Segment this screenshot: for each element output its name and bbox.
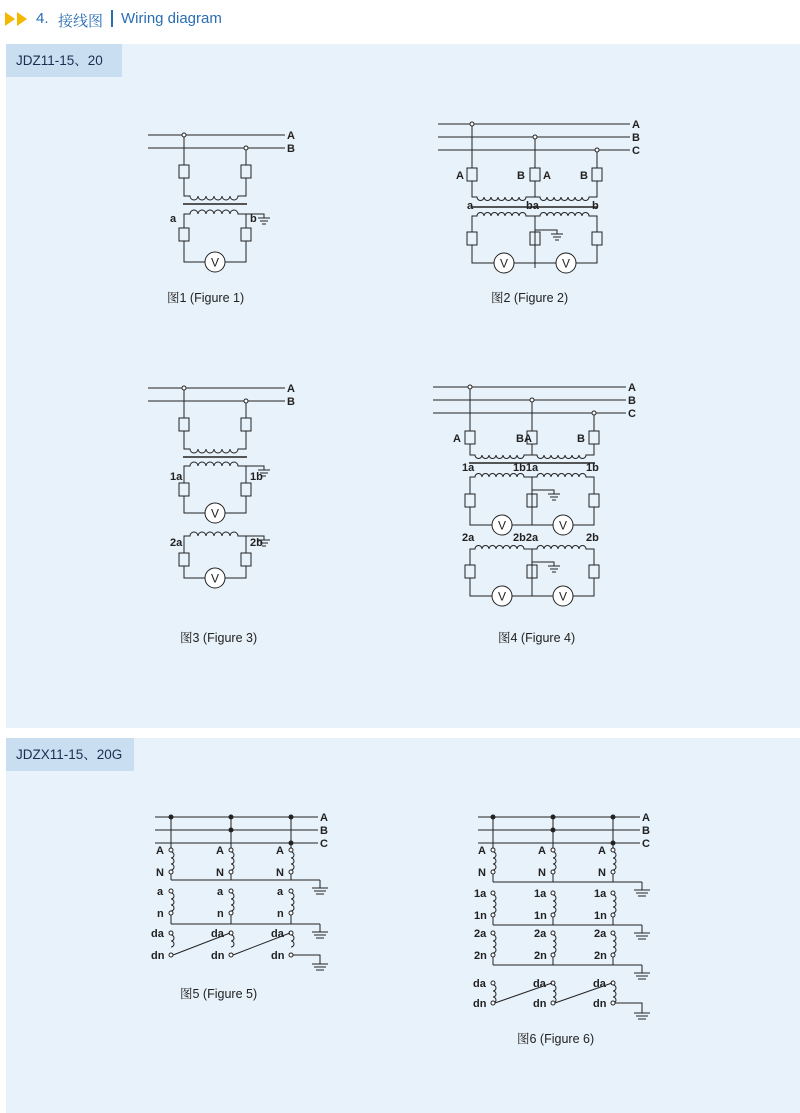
terminal-label: N (156, 867, 164, 879)
terminal-label: A (453, 433, 461, 445)
figure-3-caption: 图3 (Figure 3) (180, 631, 258, 645)
voltmeter-label: V (211, 506, 220, 521)
phase-a-label: A (287, 130, 295, 142)
phase-b-label: B (320, 825, 328, 837)
phase-b-label: B (628, 395, 636, 407)
terminal-label: A (276, 845, 284, 857)
terminal-label: A (156, 845, 164, 857)
section-number: 4. (36, 10, 49, 27)
terminal-b-label: b (250, 213, 257, 225)
terminal-label: A (538, 845, 546, 857)
figure-4 (433, 382, 636, 645)
terminal-label: dn (593, 998, 607, 1010)
terminal-label: dn (271, 950, 285, 962)
section-title-en: Wiring diagram (121, 10, 222, 27)
ground-icon (312, 924, 328, 938)
terminal-label: b (592, 200, 599, 212)
phase-a-label: A (642, 812, 650, 824)
terminal-label: 1b (586, 462, 599, 474)
ground-icon (532, 490, 560, 500)
terminal-label: da (211, 928, 224, 940)
model-tag: JDZX11-15、20G (6, 738, 134, 771)
phase-a-label: A (287, 383, 295, 395)
terminal-label: 1b1a (513, 462, 539, 474)
voltmeter-label: V (562, 256, 571, 271)
section-title-zh: 接线图 (58, 13, 104, 30)
terminal-label: dn (211, 950, 225, 962)
terminal-label: da (271, 928, 284, 940)
terminal-label: BA (516, 433, 532, 445)
terminal-label: N (598, 867, 606, 879)
terminal-label: a (277, 886, 284, 898)
terminal-label: da (151, 928, 164, 940)
terminal-label: a (467, 200, 474, 212)
terminal-label: A (598, 845, 606, 857)
ground-icon (634, 925, 650, 939)
phase-b-label: B (287, 143, 295, 155)
model-tag: JDZ11-15、20 (6, 44, 122, 77)
terminal-label: n (277, 908, 284, 920)
terminal-label: N (538, 867, 546, 879)
secondary-winding (184, 210, 246, 228)
terminal-label: A (456, 170, 464, 182)
voltmeter-label: V (498, 518, 507, 533)
ground-icon (293, 955, 328, 970)
terminal-label: 2b (586, 532, 599, 544)
terminal-label: a (157, 886, 164, 898)
terminal-label: n (157, 908, 164, 920)
terminal-label: 2a (462, 532, 475, 544)
primary-winding (184, 178, 246, 200)
ground-icon (312, 880, 328, 894)
terminal-label: 1a (474, 888, 487, 900)
terminal-label: 1a (462, 462, 475, 474)
terminal-label: 2a (474, 928, 487, 940)
terminal-label: 1n (594, 910, 607, 922)
terminal-a-label: a (170, 213, 177, 225)
terminal-label: da (593, 978, 606, 990)
figure-5-caption: 图5 (Figure 5) (180, 987, 258, 1001)
voltmeter-label: V (211, 571, 220, 586)
terminal-label: dn (473, 998, 487, 1010)
ground-icon (615, 1003, 650, 1019)
terminal-label: 2n (534, 950, 547, 962)
terminal-label: 2a (170, 537, 183, 549)
phase-c-label: C (628, 408, 636, 420)
voltmeter-label: V (498, 589, 507, 604)
terminal-label: B (577, 433, 585, 445)
terminal-label: 2a (534, 928, 547, 940)
terminal-label: 2b2a (513, 532, 539, 544)
voltmeter-label: V (211, 255, 220, 270)
terminal-label: 2n (474, 950, 487, 962)
phase-b-label: B (632, 132, 640, 144)
voltmeter-label: V (559, 589, 568, 604)
terminal-label: A (216, 845, 224, 857)
terminal-label: da (473, 978, 486, 990)
terminal-label: 1n (474, 910, 487, 922)
terminal-label: ba (526, 200, 539, 212)
terminal-label: A (543, 170, 551, 182)
terminal-label: dn (151, 950, 165, 962)
figure-1 (148, 130, 295, 305)
fuse (241, 228, 251, 241)
phase-c-label: C (632, 145, 640, 157)
fuse (179, 228, 189, 241)
terminal-label: 1n (534, 910, 547, 922)
terminal-label: N (478, 867, 486, 879)
terminal-label: 1a (594, 888, 607, 900)
ground-icon (634, 965, 650, 979)
figure-6 (473, 812, 650, 1046)
terminal-label: 1a (534, 888, 547, 900)
figure-2 (438, 119, 640, 305)
phase-c-label: C (642, 838, 650, 850)
terminal-label: 1a (170, 471, 183, 483)
terminal-label: da (533, 978, 546, 990)
ground-icon (634, 882, 650, 896)
terminal-label: N (216, 867, 224, 879)
terminal-label: a (217, 886, 224, 898)
phase-b-label: B (642, 825, 650, 837)
fuse (179, 165, 189, 178)
figure-3 (148, 383, 295, 645)
figure-5 (151, 812, 328, 1001)
phase-a-label: A (320, 812, 328, 824)
figure-2-caption: 图2 (Figure 2) (491, 291, 569, 305)
terminal-label: 1b (250, 471, 263, 483)
terminal-label: 2b (250, 537, 263, 549)
figure-1-caption: 图1 (Figure 1) (167, 291, 245, 305)
terminal-label: 2n (594, 950, 607, 962)
phase-b-label: B (287, 396, 295, 408)
phase-c-label: C (320, 838, 328, 850)
terminal-label: B (517, 170, 525, 182)
voltmeter-label: V (500, 256, 509, 271)
voltmeter-label: V (559, 518, 568, 533)
ground-icon (532, 562, 560, 572)
terminal-label: n (217, 908, 224, 920)
figure-4-caption: 图4 (Figure 4) (498, 631, 576, 645)
figure-6-caption: 图6 (Figure 6) (517, 1032, 595, 1046)
fuse (241, 165, 251, 178)
phase-a-label: A (632, 119, 640, 131)
terminal-label: N (276, 867, 284, 879)
phase-a-label: A (628, 382, 636, 394)
terminal-label: B (580, 170, 588, 182)
terminal-label: A (478, 845, 486, 857)
terminal-label: dn (533, 998, 547, 1010)
terminal-label: 2a (594, 928, 607, 940)
